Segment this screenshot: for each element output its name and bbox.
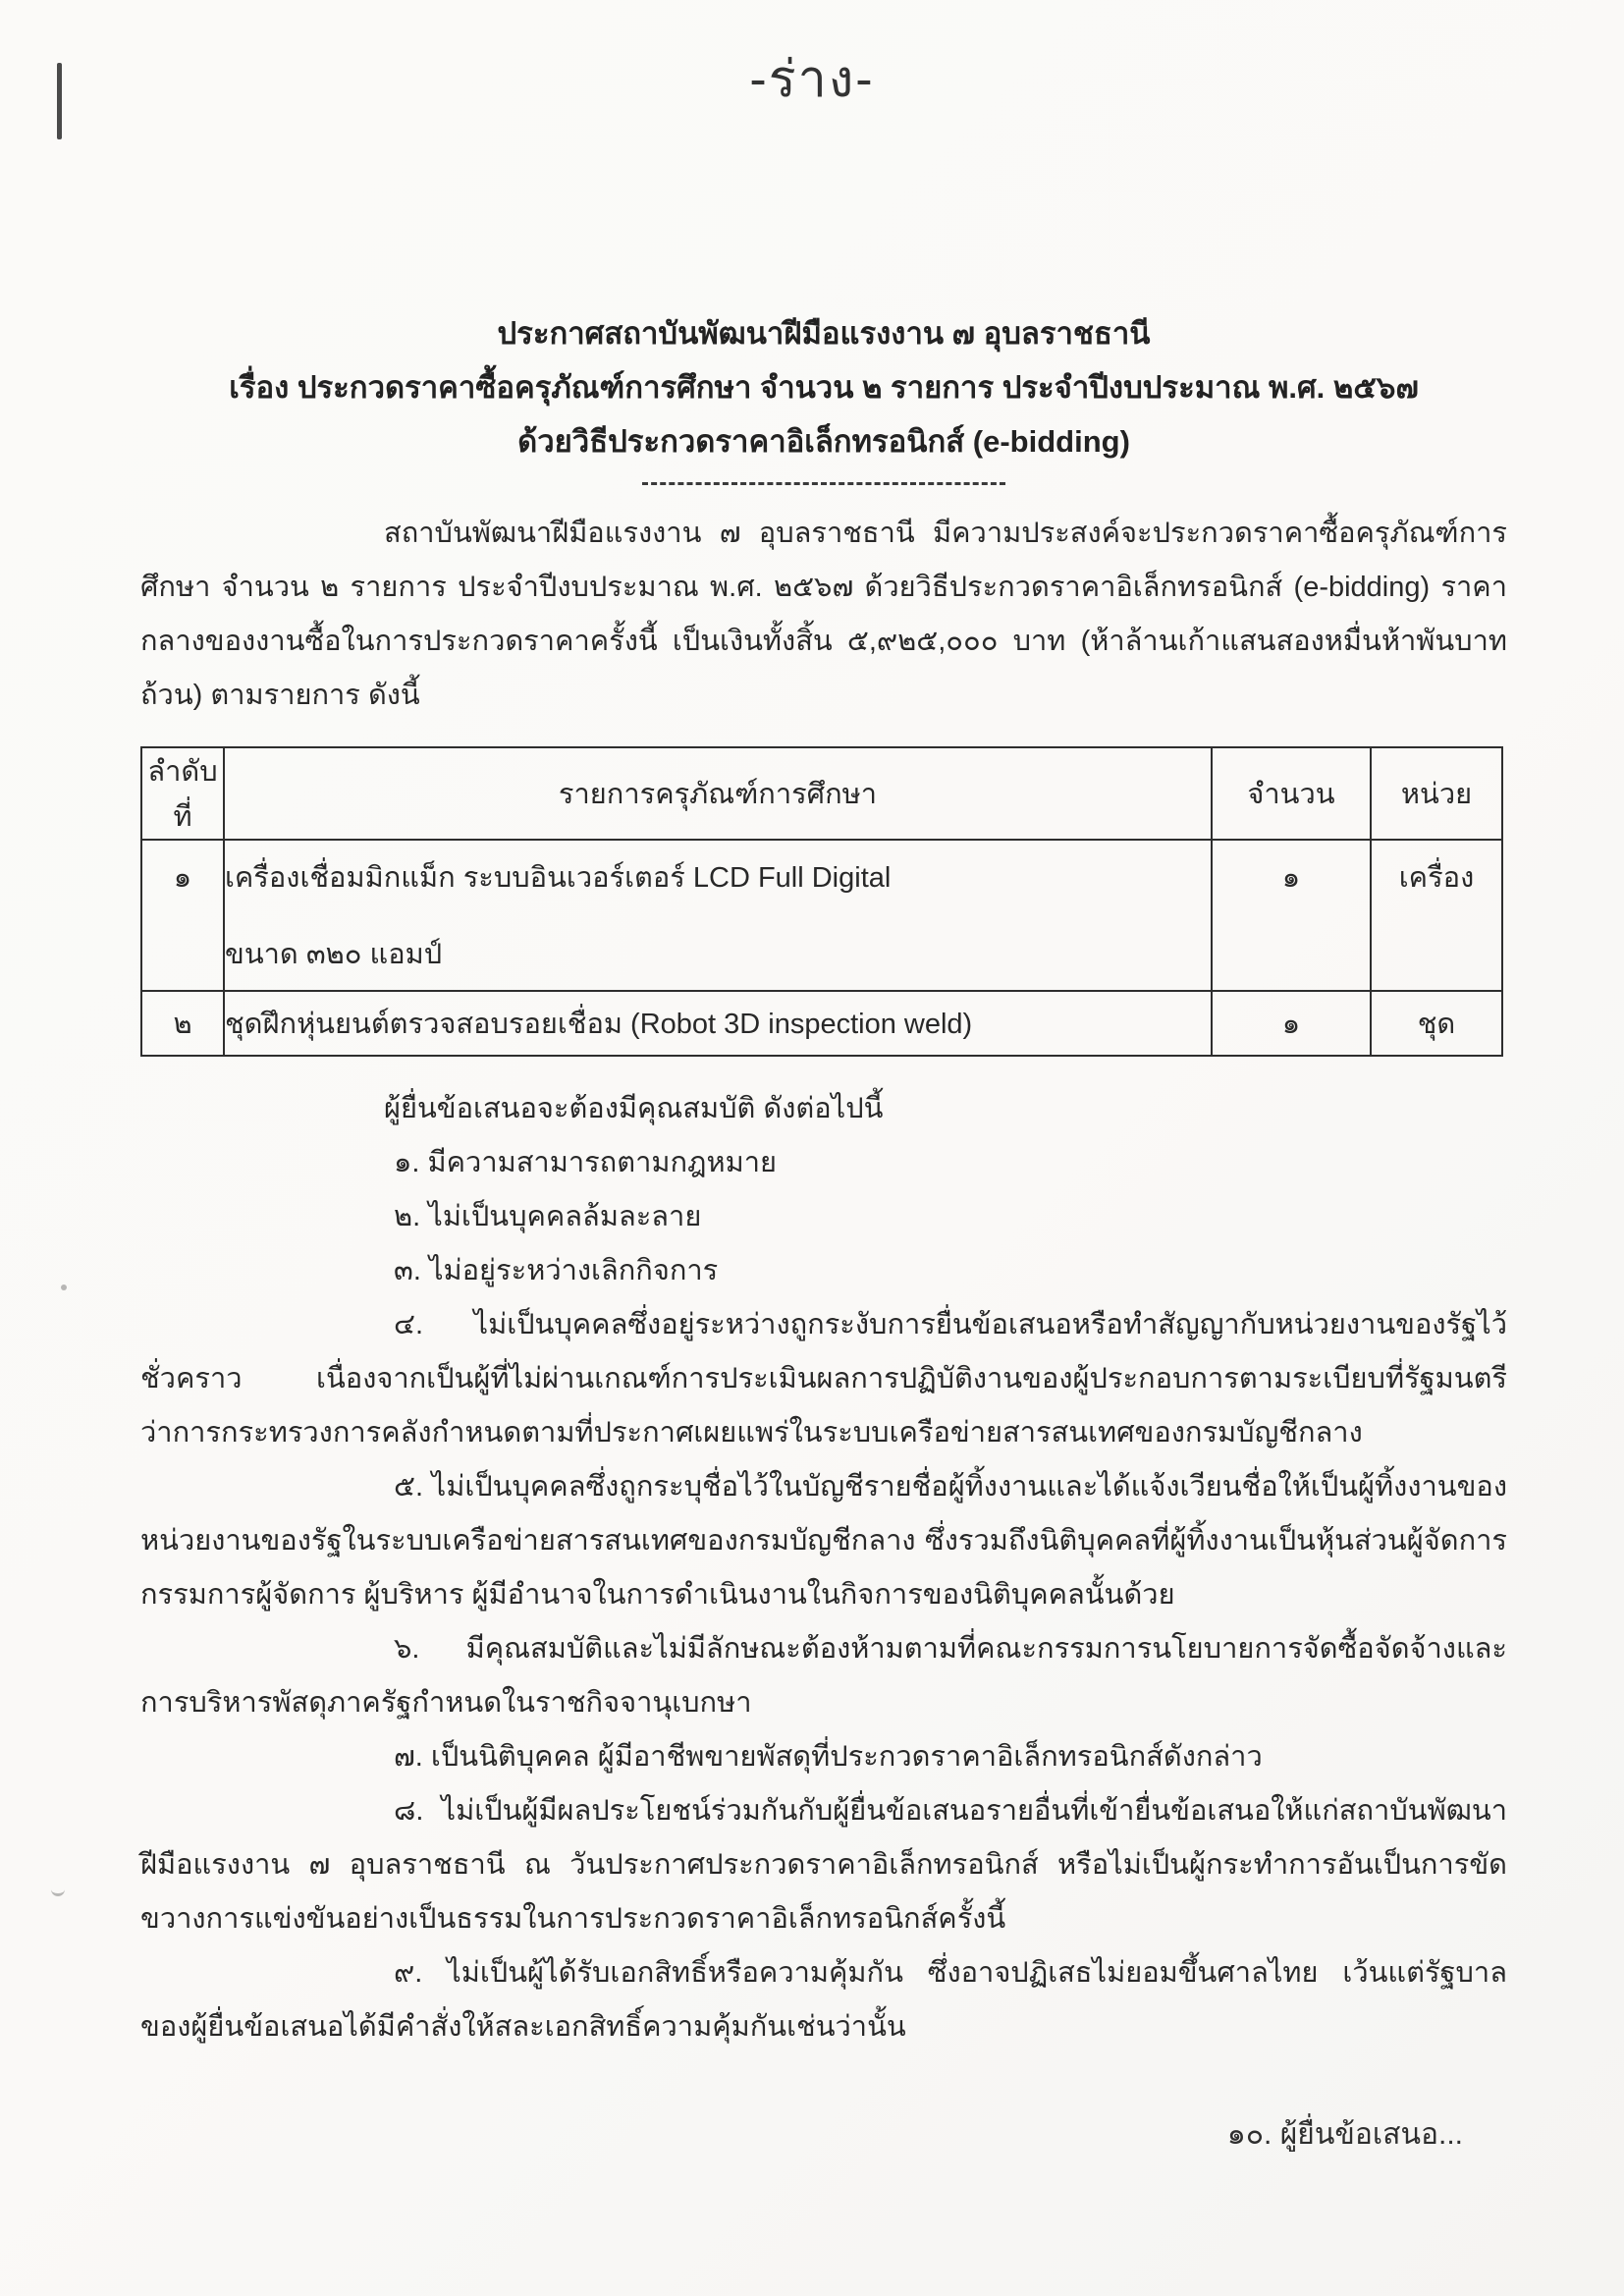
continuation-marker: ๑๐. ผู้ยื่นข้อเสนอ... [1226,2118,1463,2151]
qualification-item-1: ๑. มีความสามารถตามกฎหมาย [394,1147,778,1178]
qualification-item-2: ๒. ไม่เป็นบุคคลล้มละลาย [394,1201,702,1232]
qualification-item-3: ๓. ไม่อยู่ระหว่างเลิกกิจการ [394,1255,719,1286]
item-line-2: ขนาด ๓๒๐ แอมป์ [225,939,443,970]
qualification-item-7: ๗. เป็นนิติบุคคล ผู้มีอาชีพขายพัสดุที่ประกวดราคาอิเล็กทรอนิกส์ดังกล่าว [394,1741,1263,1773]
intro-paragraph: สถาบันพัฒนาฝีมือแรงงาน ๗ อุบลราชธานี มีความประสงค์จะประกวดราคาซื้อครุภัณฑ์การศึกษา จำนวน ๒ รายการ ประจำปีงบประมาณ พ.ศ. ๒๕๖๗ ด้วยวิธีประกวดราคาอิเล็กทรอนิกส์ (e-bidding) ราคากลางของงานซื้อในการประกวดราคาครั้งนี้ เป็นเงินทั้งสิ้น ๕,๙๒๕,๐๐๐ บาท (ห้าล้านเก้าแสนสองหมื่นห้าพันบาทถ้วน) ตามรายการ ดังนี้ [140,518,1507,711]
subject-line: เรื่อง ประกวดราคาซื้อครุภัณฑ์การศึกษา จำนวน ๒ รายการ ประจำปีงบประมาณ พ.ศ. ๒๕๖๗ [229,370,1419,405]
table-header-qty: จำนวน [1212,747,1371,840]
procurement-table [140,746,1503,1057]
table-header-no: ลำดับที่ [141,747,224,840]
qualification-item-6: ๖. มีคุณสมบัติและไม่มีลักษณะต้องห้ามตามที่คณะกรรมการนโยบายการจัดซื้อจัดจ้างและการบริหารพัสดุภาครัฐกำหนดในราชกิจจานุเบกษา [140,1633,1507,1719]
qualification-item-4: ๔. ไม่เป็นบุคคลซึ่งอยู่ระหว่างถูกระงับการยื่นข้อเสนอหรือทำสัญญากับหน่วยงานของรัฐไว้ชั่วคราว เนื่องจากเป็นผู้ที่ไม่ผ่านเกณฑ์การประเมินผลการปฏิบัติงานของผู้ประกอบการตามระเบียบที่รัฐมนตรีว่าการกระทรวงการคลังกำหนดตามที่ประกาศเผยแพร่ในระบบเครือข่ายสารสนเทศของกรมบัญชีกลาง [140,1309,1507,1449]
quantity-cell: ๑ [1212,991,1371,1056]
scan-artifact-dot [61,1285,67,1290]
table-header-item: รายการครุภัณฑ์การศึกษา [224,747,1212,840]
row-number-cell: ๒ [141,991,224,1056]
qualification-item-9: ๙. ไม่เป็นผู้ได้รับเอกสิทธิ์หรือความคุ้มกัน ซึ่งอาจปฏิเสธไม่ยอมขึ้นศาลไทย เว้นแต่รัฐบาลของผู้ยื่นข้อเสนอได้มีคำสั่งให้สละเอกสิทธิ์ความคุ้มกันเช่นว่านั้น [140,1957,1507,2043]
item-line-1: เครื่องเชื่อมมิกแม็ก ระบบอินเวอร์เตอร์ LCD Full Digital [225,862,892,894]
item-description-cell: ชุดฝึกหุ่นยนต์ตรวจสอบรอยเชื่อม (Robot 3D inspection weld) [224,991,1212,1056]
page-title: ประกาศสถาบันพัฒนาฝีมือแรงงาน ๗ อุบลราชธานี [497,316,1151,351]
table-header-unit: หน่วย [1371,747,1502,840]
scan-artifact-squiggle [51,1884,65,1896]
document-content [140,306,1507,2054]
quantity-cell: ๑ [1212,840,1371,991]
unit-cell: เครื่อง [1371,840,1502,991]
method-line: ด้วยวิธีประกวดราคาอิเล็กทรอนิกส์ (e-bidding) [517,424,1130,459]
item-description-cell [224,840,1212,991]
title-divider [642,482,1005,485]
table-header-row [141,747,1502,840]
qualification-item-8: ๘. ไม่เป็นผู้มีผลประโยชน์ร่วมกันกับผู้ยื่นข้อเสนอรายอื่นที่เข้ายื่นข้อเสนอให้แก่สถาบันพัฒนาฝีมือแรงงาน ๗ อุบลราชธานี ณ วันประกาศประกวดราคาอิเล็กทรอนิกส์ หรือไม่เป็นผู้กระทำการอันเป็นการขัดขวางการแข่งขันอย่างเป็นธรรมในการประกวดราคาอิเล็กทรอนิกส์ครั้งนี้ [140,1795,1507,1935]
table-row [141,840,1502,991]
unit-cell: ชุด [1371,991,1502,1056]
draft-marker: -ร่าง- [749,51,875,108]
row-number-cell: ๑ [141,840,224,991]
qualification-item-5: ๕. ไม่เป็นบุคคลซึ่งถูกระบุชื่อไว้ในบัญชีรายชื่อผู้ทิ้งงานและได้แจ้งเวียนชื่อให้เป็นผู้ทิ้งงานของหน่วยงานของรัฐในระบบเครือข่ายสารสนเทศของกรมบัญชีกลาง ซึ่งรวมถึงนิติบุคคลที่ผู้ทิ้งงานเป็นหุ้นส่วนผู้จัดการ กรรมการผู้จัดการ ผู้บริหาร ผู้มีอำนาจในการดำเนินงานในกิจการของนิติบุคคลนั้นด้วย [140,1471,1507,1611]
qualifications-lead: ผู้ยื่นข้อเสนอจะต้องมีคุณสมบัติ ดังต่อไปนี้ [384,1093,884,1124]
table-row [141,991,1502,1056]
